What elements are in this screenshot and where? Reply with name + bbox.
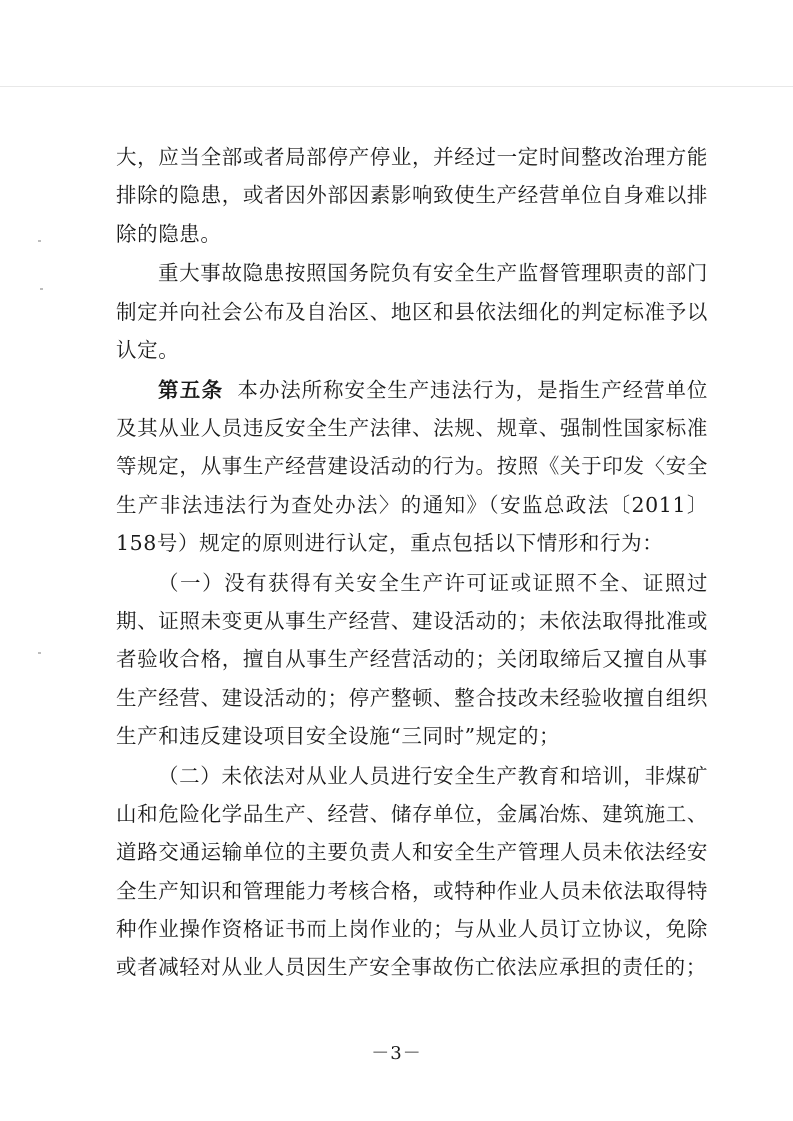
- article-heading: 第五条: [158, 377, 224, 402]
- scan-speck: [38, 240, 41, 242]
- paragraph-item-1: （一）没有获得有关安全生产许可证或证照不全、证照过期、证照未变更从事生产经营、建设活动的；未依法取得批准或者验收合格，擅自从事生产经营活动的；关闭取缔后又擅自从事生产经营、建设活动的；停产整顿、整合技改未经验收擅自组织生产和违反建设项目安全设施“三同时”规定的；: [116, 570, 708, 748]
- page-number: －3－: [371, 1043, 422, 1064]
- paragraph-article-5: [116, 371, 708, 562]
- article-text: 本办法所称安全生产违法行为，是指生产经营单位及其从业人员违反安全生产法律、法规、规章、强制性国家标准等规定，从事生产经营建设活动的行为。按照《关于印发〈安全生产非法违法行为查处办法〉的通知》（安监总政法〔2011〕158号）规定的原则进行认定，重点包括以下情形和行为：: [116, 377, 709, 555]
- paragraph-2: 重大事故隐患按照国务院负有安全生产监督管理职责的部门制定并向社会公布及自治区、地区和县依法细化的判定标准予以认定。: [116, 261, 708, 362]
- scan-speck: [40, 288, 43, 290]
- scan-edge-line: [0, 86, 793, 87]
- paragraph-item-2: （二）未依法对从业人员进行安全生产教育和培训，非煤矿山和危险化学品生产、经营、储存单位，金属冶炼、建筑施工、道路交通运输单位的主要负责人和安全生产管理人员未依法经安全生产知识和管理能力考核合格，或特种作业人员未依法取得特种作业操作资格证书而上岗作业的；与从业人员订立协议，免除或者减轻对从业人员因生产安全事故伤亡依法应承担的责任的；: [116, 763, 708, 980]
- scan-speck: [38, 652, 41, 654]
- document-body: [116, 138, 708, 988]
- paragraph-1: 大，应当全部或者局部停产停业，并经过一定时间整改治理方能排除的隐患，或者因外部因素影响致使生产经营单位自身难以排除的隐患。: [116, 145, 708, 246]
